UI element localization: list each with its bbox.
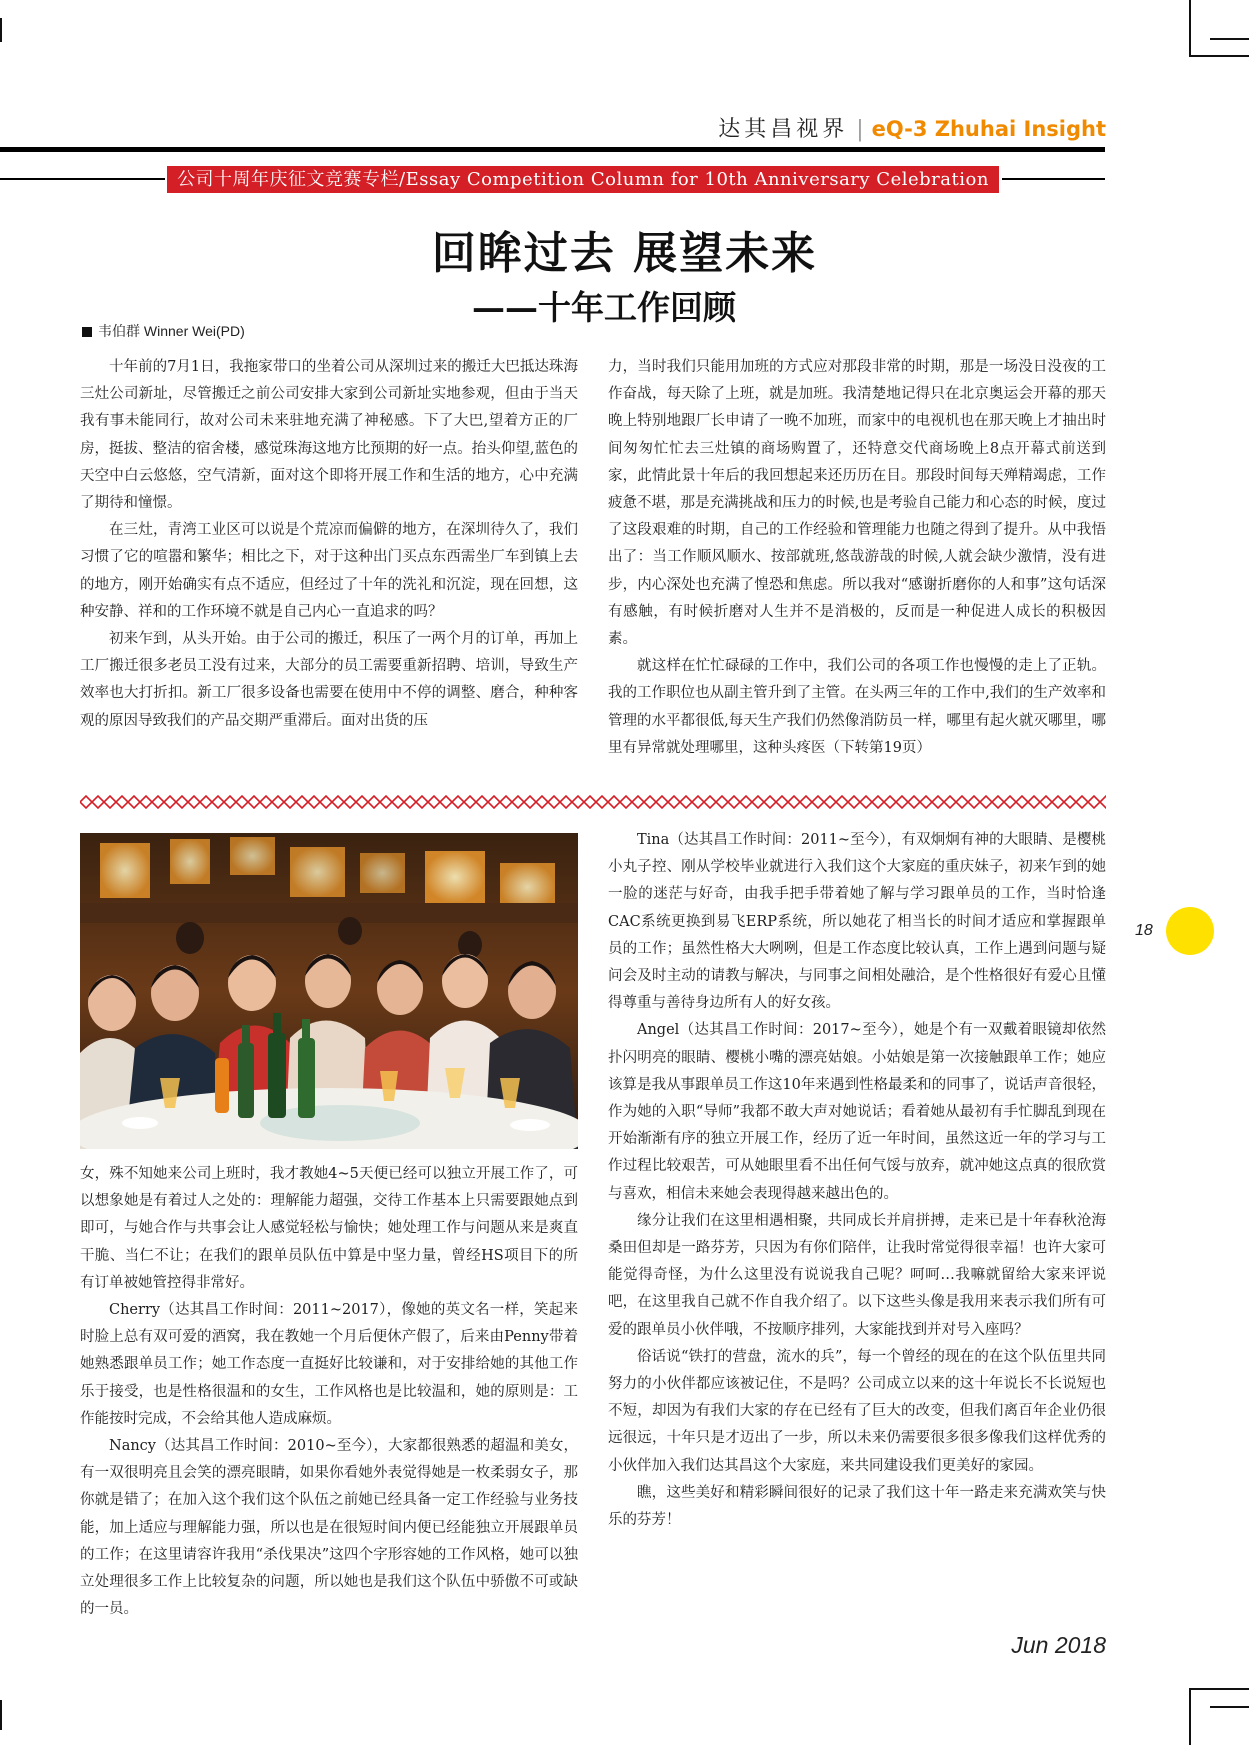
- paragraph: 缘分让我们在这里相遇相聚，共同成长并肩拼搏，走来已是十年春秋沧海桑田但却是一路芬芳，只因为有你们陪伴，让我时常觉得很幸福！也许大家可能觉得奇怪，为什么这里没有说说我自己呢？呵呵…我嘛就留给大家来评说吧，在这里我自己就不作自我介绍了。以下这些头像是我用来表示我们所有可爱的跟单员小伙伴哦，不按顺序排列，大家能找到并对号入座吗？: [608, 1212, 1106, 1338]
- header-rule: [0, 147, 1105, 152]
- article-subtitle: ——十年工作回顾: [472, 288, 736, 327]
- paragraph: Cherry（达其昌工作时间：2011~2017），像她的英文名一样，笑起来时脸上总有双可爱的酒窝，我在教她一个月后便休产假了，后来由Penny带着她熟悉跟单员工作；她工作态度一直挺好比较谦和，对于安排给她的其他工作乐于接受，也是性格很温和的女生，工作风格也是比较温和，她的原则是：工作能按时完成，不会给其他人造成麻烦。: [80, 1302, 578, 1427]
- article-column-bottom-left: [80, 1161, 578, 1623]
- crop-mark-top-right-h: [1189, 55, 1249, 57]
- crop-mark-bottom-right-h: [1189, 1688, 1249, 1690]
- banner-rule-left: [0, 178, 165, 180]
- article-column-top-right: [608, 354, 1106, 762]
- author-bullet-icon: [82, 327, 92, 337]
- banner-rule-right: [1002, 178, 1105, 180]
- crop-mark-bottom-left: [0, 1700, 2, 1730]
- article-author: [82, 321, 245, 341]
- article-column-top-left: [80, 354, 578, 735]
- brand-english: eQ-3 Zhuhai Insight: [871, 117, 1106, 141]
- paragraph: 女，殊不知她来公司上班时，我才教她4~5天便已经可以独立开展工作了，可以想象她是有着过人之处的：理解能力超强，交待工作基本上只需要跟她点到即可，与她合作与共事会让人感觉轻松与愉快；她处理工作与问题从来是爽直干脆、当仁不让；在我们的跟单员队伍中算是中坚力量，曾经HS项目下的所有订单被她管控得非常好。: [80, 1166, 578, 1291]
- paragraph: 初来乍到，从头开始。由于公司的搬迁，积压了一两个月的订单，再加上工厂搬迁很多老员工没有过来，大部分的员工需要重新招聘、培训，导致生产效率也大打折扣。新工厂很多设备也需要在使用中不停的调整、磨合，种种客观的原因导致我们的产品交期严重滞后。面对出货的压: [80, 631, 578, 729]
- article-column-bottom-right: [608, 827, 1106, 1534]
- paragraph: 力，当时我们只能用加班的方式应对那段非常的时期，那是一场没日没夜的工作奋战，每天除了上班，就是加班。我清楚地记得只在北京奥运会开幕的那天晚上特别地跟厂长申请了一晚不加班，而家中的电视机也在那天晚上才抽出时间匆匆忙忙去三灶镇的商场购置了，还特意交代商场晚上8点开幕式前送到家，此情此景十年后的我回想起来还历历在目。那段时间每天殚精竭虑，工作疲惫不堪，那是充满挑战和压力的时候,也是考验自己能力和心态的时候，度过了这段艰难的时期，自己的工作经验和管理能力也随之得到了提升。从中我悟出了：当工作顺风顺水、按部就班,悠哉游哉的时候,人就会缺少激情，没有进步，内心深处也充满了惶恐和焦虑。所以我对“感谢折磨你的人和事”这句话深有感触，有时候折磨对人生并不是消极的，反而是一种促进人成长的积极因素。: [608, 359, 1106, 648]
- paragraph: 瞧，这些美好和精彩瞬间很好的记录了我们这十年一路走来充满欢笑与快乐的芬芳！: [608, 1484, 1106, 1529]
- section-divider: [80, 795, 1106, 809]
- paragraph: Tina（达其昌工作时间：2011~至今），有双炯炯有神的大眼睛、是樱桃小丸子控、刚从学校毕业就进行入我们这个大家庭的重庆妹子，初来乍到的她一脸的迷茫与好奇，由我手把手带着她了解与学习跟单员的工作，当时恰逢CAC系统更换到易飞ERP系统，所以她花了相当长的时间才适应和掌握跟单员的工作；虽然性格大大咧咧，但是工作态度比较认真，工作上遇到问题与疑问会及时主动的请教与解决，与同事之间相处融洽，是个性格很好有爱心且懂得尊重与善待身边所有人的好女孩。: [608, 832, 1106, 1012]
- paragraph: 十年前的7月1日，我拖家带口的坐着公司从深圳过来的搬迁大巴抵达珠海三灶公司新址，尽管搬迁之前公司安排大家到公司新址实地参观，但由于当天我有事未能同行，故对公司未来驻地充满了神秘感。下了大巴,望着方正的厂房，挺拔、整洁的宿舍楼，感觉珠海这地方比预期的好一点。抬头仰望,蓝色的天空中白云悠悠，空气清新，面对这个即将开展工作和生活的地方，心中充满了期待和憧憬。: [80, 359, 578, 512]
- magazine-brand: [718, 112, 1106, 143]
- paragraph: 就这样在忙忙碌碌的工作中，我们公司的各项工作也慢慢的走上了正轨。我的工作职位也从副主管升到了主管。在头两三年的工作中,我们的生产效率和管理的水平都很低,每天生产我们仍然像消防员一样，哪里有起火就灭哪里，哪里有异常就处理哪里，这种头疼医（下转第19页）: [608, 658, 1106, 756]
- issue-date: Jun 2018: [1011, 1632, 1106, 1658]
- paragraph: 在三灶，青湾工业区可以说是个荒凉而偏僻的地方，在深圳待久了，我们习惯了它的喧嚣和繁华；相比之下，对于这种出门买点东西需坐厂车到镇上去的地方，刚开始确实有点不适应，但经过了十年的洗礼和沉淀，现在回想，这种安静、祥和的工作环境不就是自己内心一直追求的吗？: [80, 522, 578, 620]
- crop-mark-top-right-v: [1189, 0, 1191, 55]
- article-title: 回眸过去 展望未来: [431, 228, 818, 279]
- column-banner: 公司十周年庆征文竞赛专栏/Essay Competition Column for 10th Anniversary Celebration: [167, 166, 999, 193]
- author-name: 韦伯群 Winner Wei(PD): [98, 323, 245, 339]
- brand-separator: |: [856, 117, 864, 142]
- crop-mark-top-right-h2: [1210, 38, 1249, 40]
- photo-illustration: [80, 833, 578, 1149]
- brand-chinese: 达其昌视界: [718, 117, 849, 142]
- group-dinner-photo: [80, 833, 578, 1149]
- crop-mark-top-left: [0, 18, 2, 42]
- paragraph: 俗话说“铁打的营盘，流水的兵”，每一个曾经的现在的在这个队伍里共同努力的小伙伴都应该被记住，不是吗？公司成立以来的这十年说长不长说短也不短，却因为有我们大家的存在已经有了巨大的改变，但我们离百年企业仍很远很远，十年只是才迈出了一步，所以未来仍需要很多很多像我们这样优秀的小伙伴加入我们达其昌这个大家庭，来共同建设我们更美好的家园。: [608, 1348, 1106, 1474]
- paragraph: Angel（达其昌工作时间：2017~至今），她是个有一双戴着眼镜却依然扑闪明亮的眼睛、樱桃小嘴的漂亮姑娘。小姑娘是第一次接触跟单工作；她应该算是我从事跟单员工作这10年来遇到性格最柔和的同事了，说话声音很轻，作为她的入职“导师”我都不敢大声对她说话；看着她从最初有手忙脚乱到现在开始渐渐有序的独立开展工作，经历了近一年时间，虽然这近一年的学习与工作过程比较艰苦，可从她眼里看不出任何气馁与放弃，就冲她这点真的很欣赏与喜欢，相信未来她会表现得越来越出色的。: [608, 1022, 1106, 1202]
- crop-mark-bottom-right-h2: [1210, 1706, 1249, 1708]
- crop-mark-bottom-right-v: [1189, 1690, 1191, 1745]
- page-number: 18: [1135, 922, 1153, 939]
- page-number-dot: [1166, 907, 1214, 955]
- paragraph: Nancy（达其昌工作时间：2010~至今），大家都很熟悉的超温和美女，有一双很明亮且会笑的漂亮眼睛，如果你看她外表觉得她是一枚柔弱女子，那你就是错了；在加入这个我们这个队伍之前她已经具备一定工作经验与业务技能，加上适应与理解能力强，所以也是在很短时间内便已经能独立开展跟单员的工作；在这里请容许我用“杀伐果决”这四个字形容她的工作风格，她可以独立处理很多工作上比较复杂的问题，所以她也是我们这个队伍中骄傲不可或缺的一员。: [80, 1438, 578, 1618]
